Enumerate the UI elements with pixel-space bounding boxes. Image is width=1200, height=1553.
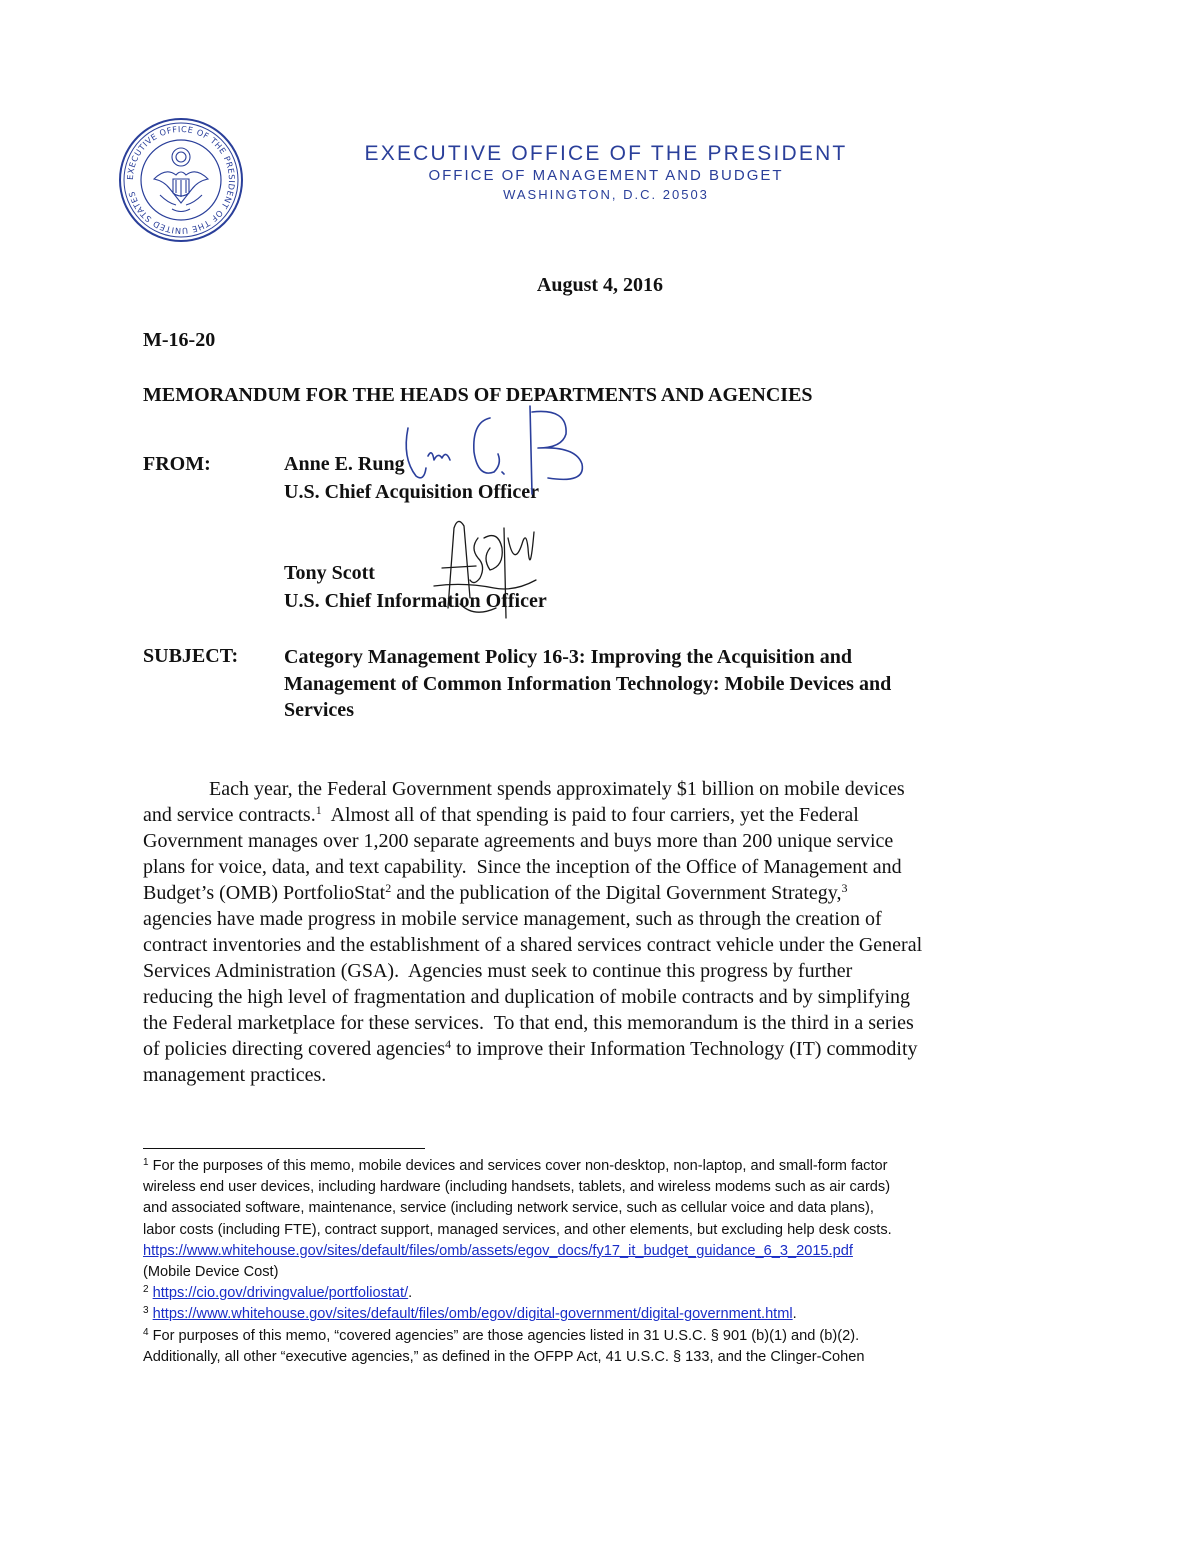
footnote-line: Additionally, all other “executive agencies,” as defined in the OFPP Act, 41 U.S.C. § 133, and the Clinger-Cohen: [143, 1348, 865, 1365]
footnote-line: [143, 1304, 1063, 1325]
body-text-run: Almost all of that spending is paid to four carriers, yet the Federal: [321, 804, 859, 826]
footnote-number: 1: [143, 1157, 149, 1168]
footnote-link[interactable]: https://www.whitehouse.gov/sites/default/files/omb/assets/egov_docs/fy17_it_budget_guidance_6_3_2015.pdf: [143, 1242, 853, 1259]
footnote-text: .: [792, 1306, 797, 1323]
footnote-number: 2: [143, 1284, 149, 1296]
footnote-line: labor costs (including FTE), contract support, managed services, and other elements, but excluding help desk costs.: [143, 1221, 892, 1238]
footnote-link[interactable]: https://cio.gov/drivingvalue/portfoliostat/: [152, 1285, 409, 1302]
subject-line: Services: [284, 699, 354, 721]
memorandum-for: MEMORANDUM FOR THE HEADS OF DEPARTMENTS AND AGENCIES: [143, 384, 813, 406]
footnote-line: [143, 1283, 1063, 1304]
footnotes: [143, 1156, 1063, 1368]
footnote-divider: [143, 1148, 425, 1149]
seal-ring-text: EXECUTIVE OFFICE OF THE PRESIDENT OF THE UNITED STATES: [124, 123, 238, 237]
memo-number: M-16-20: [143, 329, 216, 351]
footnote-text: For purposes of this memo, “covered agencies” are those agencies listed in 31 U.S.C. § 901 (b)(1) and (b)(2).: [148, 1327, 860, 1344]
body-text-run: to improve their Information Technology (IT) commodity: [451, 1038, 918, 1060]
footnote-ref: 4: [445, 1037, 452, 1051]
body-line: [143, 1036, 1063, 1062]
subject-text: [284, 644, 1044, 724]
body-line: agencies have made progress in mobile service management, such as through the creation of: [143, 908, 882, 930]
sender-title: U.S. Chief Information Officer: [284, 590, 547, 612]
footnote-line: (Mobile Device Cost): [143, 1264, 279, 1281]
footnote-line: wireless end user devices, including hardware (including handsets, tablets, and wireless modems such as air cards): [143, 1179, 891, 1196]
footnote-ref: 2: [385, 881, 392, 895]
sender-name: Tony Scott: [284, 562, 375, 584]
body-line: [143, 802, 1063, 828]
body-line: Each year, the Federal Government spends approximately $1 billion on mobile devices: [209, 778, 905, 800]
subject-line: Category Management Policy 16-3: Improving the Acquisition and: [284, 646, 852, 668]
body-line: Government manages over 1,200 separate agreements and buys more than 200 unique service: [143, 830, 894, 852]
footnote-text: For the purposes of this memo, mobile devices and services cover non-desktop, non-laptop, and small-form factor: [148, 1158, 888, 1174]
footnote-line: [143, 1326, 1063, 1347]
body-text-run: and service contracts.: [143, 804, 316, 826]
body-line: reducing the high level of fragmentation and duplication of mobile contracts and by simplifying: [143, 986, 911, 1008]
letterhead: [336, 143, 876, 203]
body-line: Services Administration (GSA). Agencies must seek to continue this progress by further: [143, 960, 853, 982]
body-line: contract inventories and the establishment of a shared services contract vehicle under the General: [143, 934, 923, 956]
footnote-number: 3: [143, 1305, 149, 1317]
handwritten-signature-icon: [424, 508, 546, 633]
footnote-line: and associated software, maintenance, service (including network service, such as cellular voice and data plans),: [143, 1200, 874, 1217]
sender-title: U.S. Chief Acquisition Officer: [284, 481, 539, 503]
subject-label: SUBJECT:: [143, 645, 239, 667]
body-text-run: of policies directing covered agencies: [143, 1038, 446, 1060]
body-paragraph: [143, 776, 1063, 1088]
footnote-ref: 1: [315, 803, 322, 817]
footnote-line: [143, 1241, 1063, 1262]
footnote-ref: 3: [841, 881, 848, 895]
letterhead-line-1: EXECUTIVE OFFICE OF THE PRESIDENT: [364, 142, 848, 165]
subject-line: Management of Common Information Technology: Mobile Devices and: [284, 672, 892, 695]
body-text-run: Budget’s (OMB) PortfolioStat: [143, 882, 386, 904]
from-label: FROM:: [143, 453, 211, 475]
letterhead-line-2: OFFICE OF MANAGEMENT AND BUDGET: [428, 167, 784, 184]
footnote-link[interactable]: https://www.whitehouse.gov/sites/default/files/omb/egov/digital-government/digital-government.html: [152, 1306, 793, 1323]
footnote-number: 4: [143, 1326, 149, 1338]
body-line: management practices.: [143, 1064, 327, 1086]
presidential-seal-icon: [118, 117, 244, 243]
letterhead-line-3: WASHINGTON, D.C. 20503: [503, 187, 709, 202]
body-line: [143, 880, 1063, 906]
footnote-line: [143, 1156, 1063, 1177]
body-line: the Federal marketplace for these services. To that end, this memorandum is the third in a series: [143, 1012, 914, 1034]
body-line: plans for voice, data, and text capability. Since the inception of the Office of Management and: [143, 856, 902, 878]
memo-date: August 4, 2016: [536, 274, 664, 296]
body-text-run: and the publication of the Digital Government Strategy,: [391, 882, 842, 904]
sender-name: Anne E. Rung: [284, 453, 405, 475]
footnote-text: .: [408, 1285, 413, 1302]
